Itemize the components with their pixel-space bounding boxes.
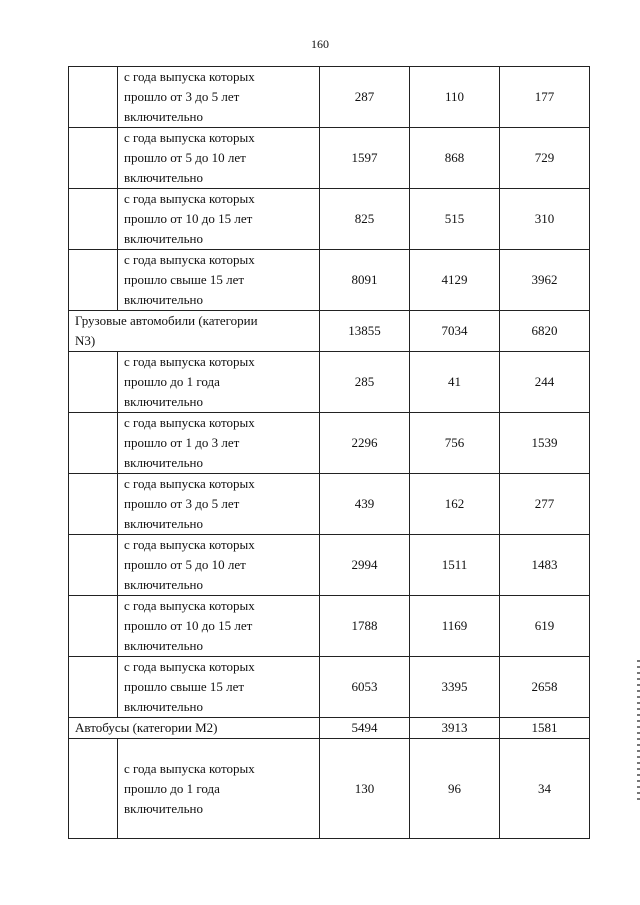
sub-row-label-text: с года выпуска которых прошло от 10 до 15 лет включительно [124, 598, 255, 653]
indent-cell [69, 250, 118, 311]
value-cell-1: 439 [320, 474, 410, 535]
sub-row-label [118, 189, 320, 250]
value-cell-3: 619 [500, 596, 590, 657]
table-row [69, 474, 590, 535]
value-cell-1: 130 [320, 739, 410, 839]
sub-row-label [118, 67, 320, 128]
value-cell-2: 110 [410, 67, 500, 128]
indent-cell [69, 67, 118, 128]
value-cell-2: 1169 [410, 596, 500, 657]
sub-row-label-text: с года выпуска которых прошло от 5 до 10 лет включительно [124, 537, 255, 592]
value-cell-1: 1597 [320, 128, 410, 189]
value-cell-1: 13855 [320, 311, 410, 352]
table-row [69, 189, 590, 250]
value-cell-3: 34 [500, 739, 590, 839]
value-cell-2: 868 [410, 128, 500, 189]
value-cell-3: 1539 [500, 413, 590, 474]
category-label-text: Грузовые автомобили (категории N3) [75, 313, 258, 348]
sub-row-label-text: с года выпуска которых прошло свыше 15 лет включительно [124, 252, 255, 307]
value-cell-2: 3395 [410, 657, 500, 718]
value-cell-3: 177 [500, 67, 590, 128]
indent-cell [69, 128, 118, 189]
sub-row-label-text: с года выпуска которых прошло от 10 до 15 лет включительно [124, 191, 255, 246]
sub-row-label [118, 128, 320, 189]
sub-row-label-text: с года выпуска которых прошло до 1 года включительно [124, 760, 255, 816]
table-row [69, 657, 590, 718]
sub-row-label-text: с года выпуска которых прошло от 3 до 5 лет включительно [124, 69, 255, 124]
sub-row-label [118, 657, 320, 718]
value-cell-2: 7034 [410, 311, 500, 352]
vehicle-statistics-table [68, 66, 590, 839]
sub-row-label-text: с года выпуска которых прошло свыше 15 лет включительно [124, 659, 255, 714]
value-cell-1: 6053 [320, 657, 410, 718]
value-cell-3: 729 [500, 128, 590, 189]
table-row [69, 596, 590, 657]
value-cell-1: 2296 [320, 413, 410, 474]
value-cell-3: 310 [500, 189, 590, 250]
indent-cell [69, 413, 118, 474]
value-cell-2: 515 [410, 189, 500, 250]
value-cell-2: 4129 [410, 250, 500, 311]
sub-row-label-text: с года выпуска которых прошло от 5 до 10 лет включительно [124, 130, 255, 185]
sub-row-label [118, 739, 320, 839]
indent-cell [69, 189, 118, 250]
value-cell-3: 6820 [500, 311, 590, 352]
table-row [69, 739, 590, 839]
indent-cell [69, 657, 118, 718]
value-cell-2: 41 [410, 352, 500, 413]
value-cell-2: 96 [410, 739, 500, 839]
table-row [69, 128, 590, 189]
value-cell-2: 3913 [410, 718, 500, 739]
value-cell-3: 3962 [500, 250, 590, 311]
category-label [69, 311, 320, 352]
sub-row-label [118, 352, 320, 413]
value-cell-1: 825 [320, 189, 410, 250]
page-number: 160 [311, 37, 329, 51]
sub-row-label [118, 474, 320, 535]
category-row [69, 311, 590, 352]
value-cell-2: 756 [410, 413, 500, 474]
value-cell-3: 244 [500, 352, 590, 413]
value-cell-2: 1511 [410, 535, 500, 596]
sub-row-label [118, 596, 320, 657]
sub-row-label [118, 535, 320, 596]
indent-cell [69, 739, 118, 839]
category-label-text: Автобусы (категории М2) [75, 720, 218, 735]
indent-cell [69, 352, 118, 413]
value-cell-1: 287 [320, 67, 410, 128]
table-row [69, 67, 590, 128]
value-cell-2: 162 [410, 474, 500, 535]
sub-row-label-text: с года выпуска которых прошло до 1 года включительно [124, 354, 255, 409]
value-cell-1: 2994 [320, 535, 410, 596]
table-row [69, 535, 590, 596]
table-row [69, 250, 590, 311]
indent-cell [69, 596, 118, 657]
table-body [69, 67, 590, 839]
value-cell-3: 1483 [500, 535, 590, 596]
table-row [69, 413, 590, 474]
sub-row-label [118, 413, 320, 474]
table-row [69, 352, 590, 413]
value-cell-1: 1788 [320, 596, 410, 657]
indent-cell [69, 474, 118, 535]
category-label [69, 718, 320, 739]
value-cell-3: 277 [500, 474, 590, 535]
sub-row-label-text: с года выпуска которых прошло от 1 до 3 лет включительно [124, 415, 255, 470]
value-cell-3: 1581 [500, 718, 590, 739]
value-cell-3: 2658 [500, 657, 590, 718]
category-row [69, 718, 590, 739]
indent-cell [69, 535, 118, 596]
value-cell-1: 5494 [320, 718, 410, 739]
sub-row-label [118, 250, 320, 311]
value-cell-1: 8091 [320, 250, 410, 311]
sub-row-label-text: с года выпуска которых прошло от 3 до 5 лет включительно [124, 476, 255, 531]
value-cell-1: 285 [320, 352, 410, 413]
